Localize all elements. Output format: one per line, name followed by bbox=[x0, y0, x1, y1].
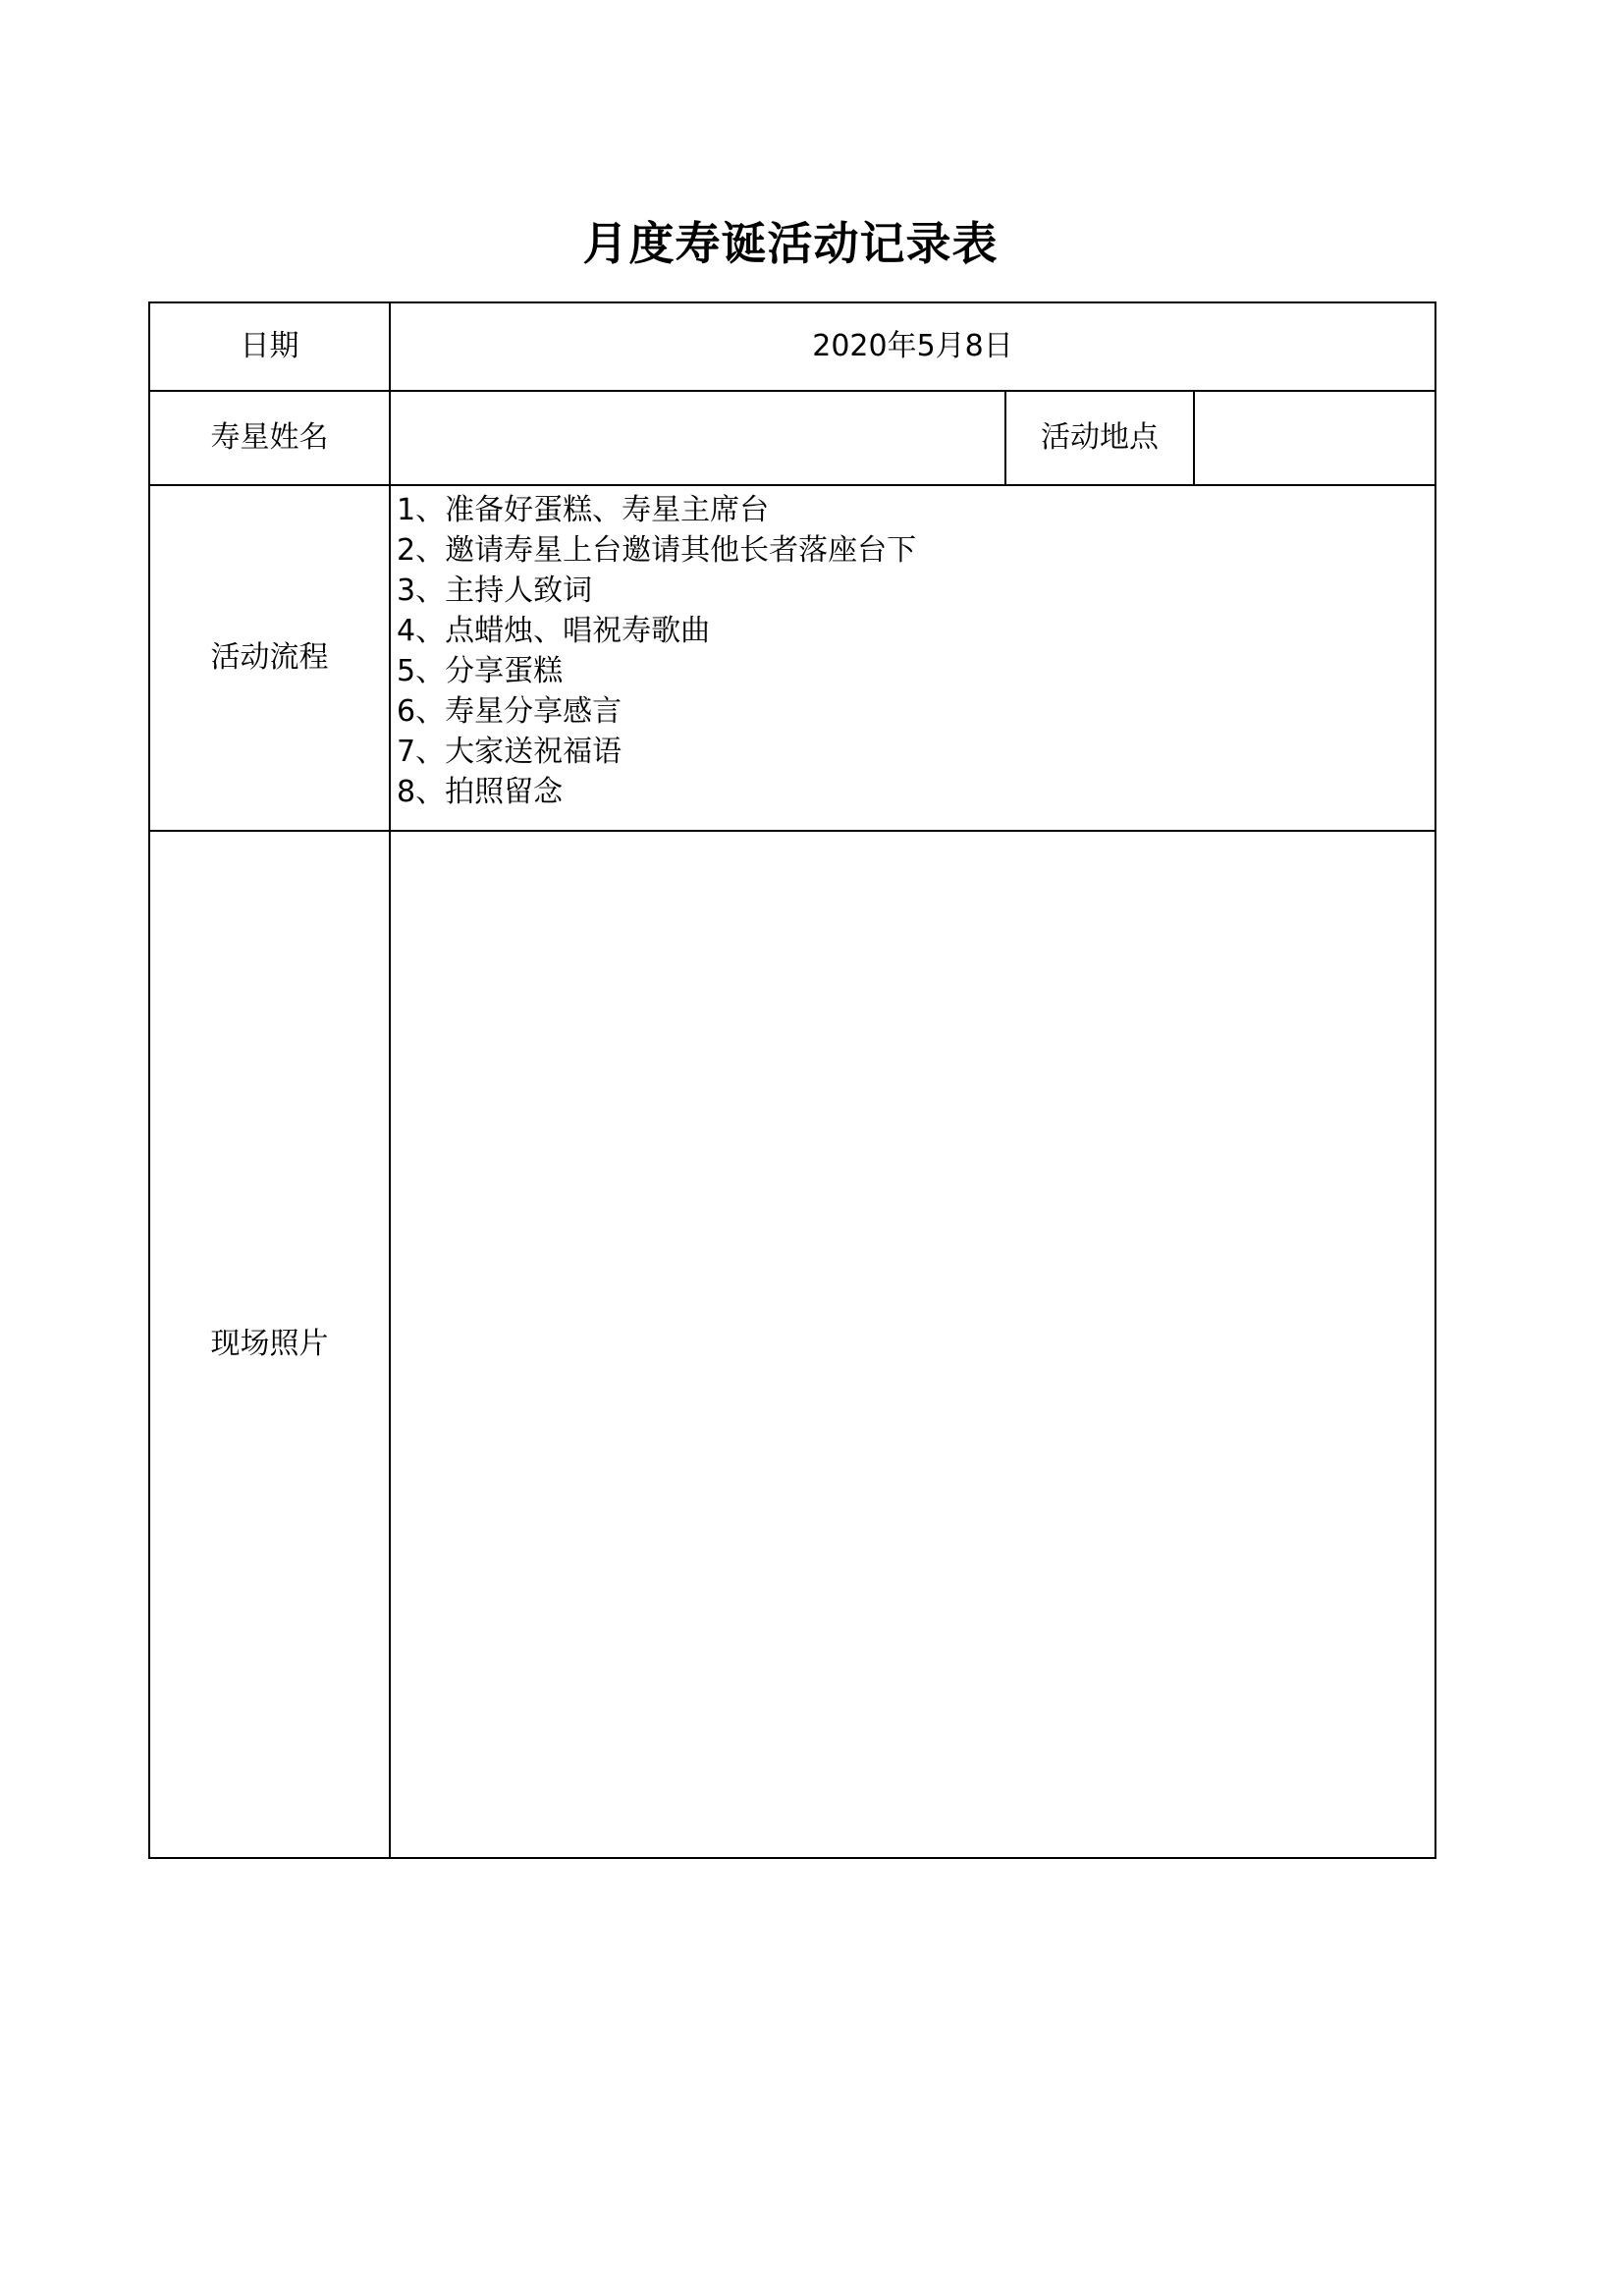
birthday-person-label: 寿星姓名 bbox=[149, 391, 390, 485]
location-value bbox=[1194, 391, 1435, 485]
birthday-person-value bbox=[390, 391, 1005, 485]
process-step: 2、邀请寿星上台邀请其他长者落座台下 bbox=[397, 533, 917, 568]
date-value: 2020年5月8日 bbox=[390, 302, 1435, 391]
photos-value bbox=[390, 831, 1435, 1858]
photos-label: 现场照片 bbox=[149, 831, 390, 1858]
process-step: 1、准备好蛋糕、寿星主席台 bbox=[397, 493, 770, 527]
page-title: 月度寿诞活动记录表 bbox=[582, 217, 999, 270]
date-row bbox=[149, 302, 1435, 391]
process-step: 7、大家送祝福语 bbox=[397, 735, 623, 769]
date-label: 日期 bbox=[149, 302, 390, 391]
process-value bbox=[390, 485, 1435, 831]
birthday-person-row bbox=[149, 391, 1435, 485]
process-row bbox=[149, 485, 1435, 831]
process-step: 6、寿星分享感言 bbox=[397, 694, 623, 729]
process-step: 5、分享蛋糕 bbox=[397, 654, 564, 688]
record-table bbox=[148, 301, 1436, 1859]
process-step: 8、拍照留念 bbox=[397, 775, 564, 809]
photos-row bbox=[149, 831, 1435, 1858]
location-label: 活动地点 bbox=[1005, 391, 1194, 485]
process-step: 4、点蜡烛、唱祝寿歌曲 bbox=[397, 614, 711, 648]
process-label: 活动流程 bbox=[149, 485, 390, 831]
process-steps-list bbox=[397, 490, 1435, 812]
process-step: 3、主持人致词 bbox=[397, 574, 593, 608]
